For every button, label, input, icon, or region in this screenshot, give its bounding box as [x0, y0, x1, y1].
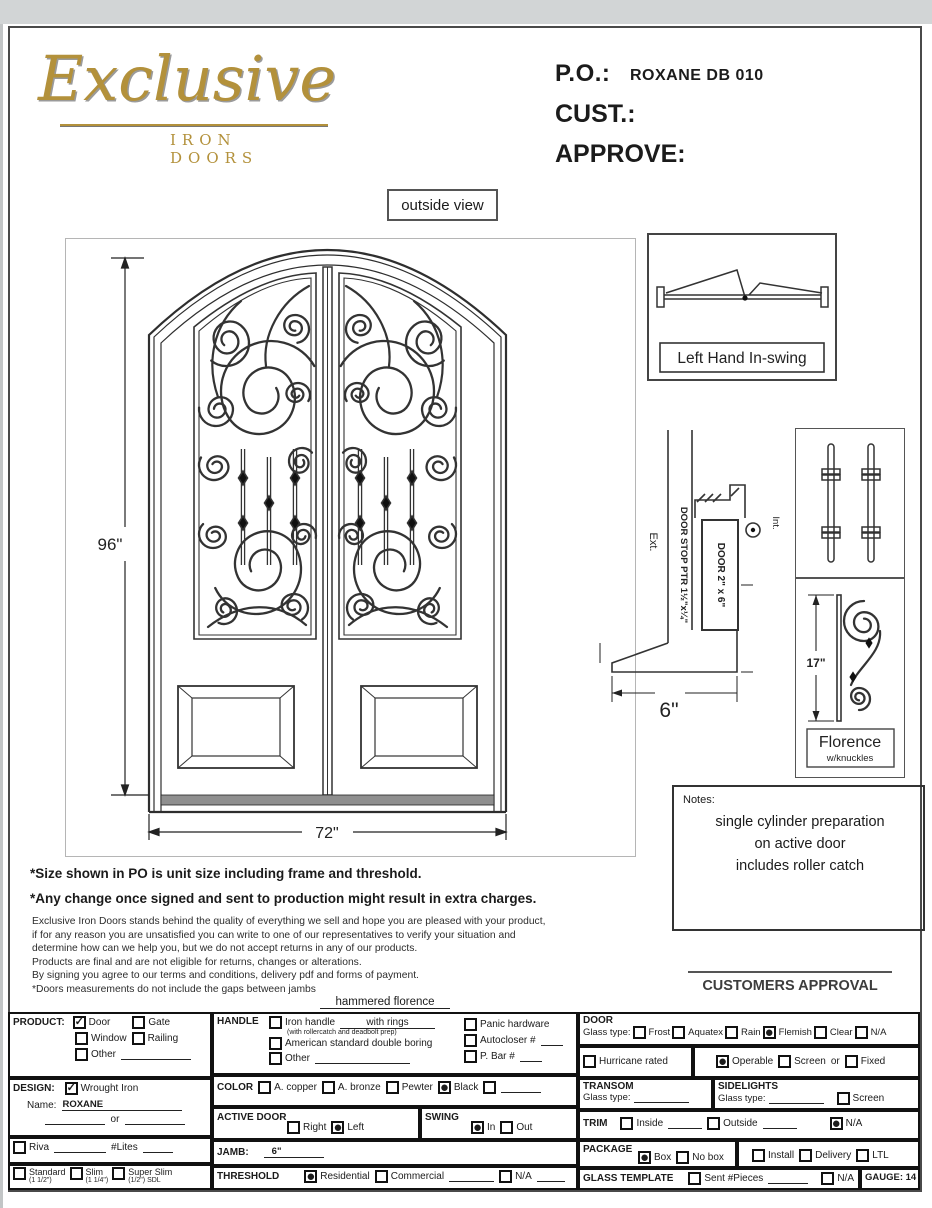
design-name-label: Name:	[27, 1099, 57, 1111]
standard-label: Standard	[29, 1167, 66, 1177]
trim-inside-label: Inside	[636, 1118, 664, 1129]
design-or-label: or	[110, 1114, 120, 1125]
color-label: COLOR	[217, 1082, 254, 1093]
checkbox-autocloser[interactable]	[464, 1034, 477, 1047]
operable-or-label: or	[830, 1056, 840, 1067]
transom-glass-label: Glass type:	[583, 1092, 631, 1103]
jamb-cell	[212, 1140, 578, 1166]
checkbox-product-gate[interactable]	[132, 1016, 145, 1029]
florence-handle-panel	[795, 578, 905, 778]
handle-other-label: Other	[285, 1053, 311, 1064]
door-glass-type-label: Glass type:	[583, 1027, 631, 1038]
threshold-na-blank[interactable]	[537, 1172, 565, 1182]
design-cell	[8, 1078, 212, 1137]
checkbox-pbar[interactable]	[464, 1050, 477, 1063]
checkbox-operable-screen[interactable]	[778, 1055, 791, 1068]
checkbox-color-other[interactable]	[483, 1081, 496, 1094]
sidelights-glass-label: Glass type:	[718, 1093, 766, 1104]
active-door-label: ACTIVE DOOR	[217, 1112, 287, 1123]
template-pieces-blank[interactable]	[768, 1174, 808, 1184]
glass-aquatex-label: Aquatex	[688, 1027, 724, 1038]
swing-cell	[420, 1107, 578, 1140]
trim-label: TRIM	[583, 1118, 608, 1129]
swing-out-label: Out	[516, 1122, 533, 1133]
iron-handle-sub: (with rollercatch and deadbolt prep)	[287, 1029, 397, 1036]
delivery-label: Delivery	[815, 1150, 852, 1161]
checkbox-trim-outside[interactable]	[707, 1117, 720, 1130]
handle-subname: w/knuckles	[826, 753, 874, 764]
handle-label: HANDLE	[217, 1016, 259, 1027]
checkbox-fixed[interactable]	[845, 1055, 858, 1068]
trim-outside-blank[interactable]	[763, 1119, 797, 1129]
product-gate-label: Gate	[148, 1017, 171, 1028]
product-window-label: Window	[91, 1033, 127, 1044]
glass-clear-label: Clear	[829, 1027, 853, 1038]
checkbox-ltl[interactable]	[856, 1149, 869, 1162]
jamb-width-dimension: 6"	[659, 699, 679, 722]
checkbox-glass-na[interactable]	[855, 1026, 868, 1039]
disclaimer-line: *Doors measurements do not include the gaps between jambs	[32, 983, 316, 995]
customers-approval-label: CUSTOMERS APPROVAL	[702, 978, 878, 994]
active-right-label: Right	[303, 1122, 327, 1133]
center-mullion	[323, 267, 332, 795]
sidelights-label: SIDELIGHTS	[718, 1081, 779, 1092]
slim-label: Slim	[85, 1167, 104, 1177]
glass-frost-label: Frost	[648, 1027, 671, 1038]
checkbox-handle-other[interactable]	[269, 1052, 282, 1065]
color-bronze-label: A. bronze	[337, 1082, 381, 1093]
door-stop-label: DOOR STOP PTR 1½"x¼"	[678, 506, 689, 624]
design-or-line-right	[125, 1115, 185, 1125]
checkbox-design-wrought-iron[interactable]: ✓	[66, 1082, 76, 1094]
template-sent-label: Sent #Pieces	[704, 1173, 764, 1184]
brand-logo: Exclusive	[38, 42, 337, 115]
product-label: PRODUCT:	[13, 1017, 65, 1028]
threshold-commercial-blank[interactable]	[449, 1172, 494, 1182]
po-label: P.O.:	[555, 60, 611, 87]
order-form	[8, 1012, 924, 1194]
checkbox-operable[interactable]: ●	[717, 1055, 728, 1068]
hurricane-rated-label: Hurricane rated	[599, 1056, 668, 1067]
checkbox-active-right[interactable]	[287, 1121, 300, 1134]
logo-underline	[60, 124, 328, 127]
jamb-detail	[545, 430, 795, 730]
handwritten-annotation: hammered florence	[320, 996, 450, 1009]
checkbox-riva[interactable]	[13, 1141, 26, 1154]
checkbox-glass-aquatex[interactable]	[672, 1026, 685, 1039]
checkbox-color-bronze[interactable]	[322, 1081, 335, 1094]
checkbox-color-black[interactable]: ●	[439, 1081, 449, 1094]
swing-in-label: In	[487, 1122, 496, 1133]
trim-cell	[578, 1110, 920, 1140]
autocloser-blank[interactable]	[541, 1036, 563, 1046]
height-dimension-label: 96"	[97, 535, 123, 554]
threshold-band	[161, 795, 494, 805]
iron-handle-value[interactable]: with rings	[340, 1017, 435, 1029]
checkbox-template-na[interactable]	[821, 1172, 834, 1185]
iron-handle-label: Iron handle	[285, 1017, 336, 1028]
po-value: ROXANE DB 010	[630, 67, 764, 84]
super-slim-sub: (1/2") SDL	[128, 1177, 161, 1184]
pbar-label: P. Bar #	[480, 1051, 515, 1062]
threshold-label: THRESHOLD	[217, 1171, 280, 1182]
ltl-label: LTL	[872, 1150, 889, 1161]
checkbox-package-nobox[interactable]	[676, 1151, 689, 1164]
handle-cell	[212, 1012, 578, 1075]
handle-other-blank[interactable]	[315, 1054, 410, 1064]
scan-edge-left	[0, 24, 3, 1208]
frame-style-cell	[8, 1164, 212, 1190]
notes-line: on active door	[754, 835, 846, 852]
door-section-label: DOOR	[583, 1015, 613, 1026]
disclaimer-line: Products are final and are not eligible for returns, changes or alterations.	[32, 956, 362, 968]
checkbox-threshold-residential[interactable]: ●	[306, 1170, 316, 1183]
checkbox-glass-flemish[interactable]: ●	[764, 1026, 774, 1039]
checkbox-slim[interactable]	[70, 1167, 83, 1180]
interior-label: Int.	[770, 516, 781, 530]
checkbox-super-slim[interactable]	[112, 1167, 125, 1180]
panic-hardware-label: Panic hardware	[480, 1019, 550, 1030]
transom-label: TRANSOM	[583, 1081, 634, 1092]
lites-label: #Lites	[111, 1142, 138, 1153]
swing-label: Left Hand In-swing	[677, 350, 807, 367]
notes-line: includes roller catch	[735, 857, 865, 874]
handle-pulls-panel	[795, 428, 905, 578]
checkbox-trim-na[interactable]: ●	[831, 1117, 841, 1130]
checkbox-threshold-na[interactable]	[499, 1170, 512, 1183]
handle-pulls	[796, 429, 903, 576]
operable-screen-label: Screen	[794, 1056, 826, 1067]
door-profile-label: DOOR 2" x 6"	[715, 542, 726, 608]
jamb-detail-panel	[545, 430, 795, 730]
threshold-cell	[212, 1166, 578, 1190]
checkbox-swing-in[interactable]: ●	[472, 1121, 483, 1134]
riva-label: Riva	[29, 1142, 50, 1153]
american-standard-label: American standard double boring	[285, 1038, 433, 1049]
checkbox-product-other[interactable]	[75, 1048, 88, 1061]
active-door-cell	[212, 1107, 420, 1140]
checkbox-panic-hardware[interactable]	[464, 1018, 477, 1031]
sidelights-cell	[713, 1078, 920, 1110]
checkbox-hurricane-rated[interactable]	[583, 1055, 596, 1068]
sidelights-screen-label: Screen	[852, 1093, 885, 1104]
color-copper-label: A. copper	[274, 1082, 317, 1093]
design-name-value[interactable]: ROXANE	[62, 1099, 182, 1111]
product-railing-label: Railing	[147, 1033, 179, 1044]
approve-label: APPROVE:	[555, 140, 686, 168]
fixed-label: Fixed	[860, 1056, 886, 1067]
disclaimer-small	[32, 915, 545, 996]
template-na-label: N/A	[837, 1173, 854, 1184]
checkbox-swing-out[interactable]	[500, 1121, 513, 1134]
checkbox-active-left[interactable]: ●	[333, 1121, 343, 1134]
color-black-label: Black	[453, 1082, 479, 1093]
notes-line: single cylinder preparation	[715, 814, 885, 830]
threshold-residential-label: Residential	[320, 1171, 370, 1182]
super-slim-label: Super Slim	[128, 1167, 173, 1177]
gauge-cell	[860, 1168, 920, 1190]
product-other-blank[interactable]	[121, 1050, 191, 1060]
checkbox-sidelights-screen[interactable]	[837, 1092, 850, 1105]
checkbox-product-railing[interactable]	[132, 1032, 145, 1045]
swing-label: SWING	[425, 1112, 459, 1123]
riva-blank[interactable]	[54, 1143, 106, 1153]
checkbox-glass-clear[interactable]	[814, 1026, 827, 1039]
pbar-blank[interactable]	[520, 1052, 542, 1062]
checkbox-color-copper[interactable]	[258, 1081, 271, 1094]
disclaimer-line: determine how can we help you, but we do not accept returns in any of our products.	[32, 943, 418, 954]
hurricane-cell	[578, 1046, 693, 1078]
package-nobox-label: No box	[692, 1152, 724, 1163]
glass-template-cell	[578, 1168, 860, 1190]
transom-cell	[578, 1078, 713, 1110]
notes-title: Notes:	[683, 794, 715, 806]
handle-height-dimension: 17"	[806, 656, 826, 670]
gauge-label: GAUGE: 14	[865, 1172, 917, 1183]
checkbox-template-sent[interactable]	[688, 1172, 701, 1185]
disclaimer-line: By signing you agree to our terms and conditions, delivery pdf and forms of payment.	[32, 970, 419, 981]
checkbox-standard[interactable]	[13, 1167, 26, 1180]
color-pewter-label: Pewter	[401, 1082, 433, 1093]
product-door-label: Door	[88, 1017, 111, 1028]
dimension-lines	[111, 258, 506, 840]
package-cell	[578, 1140, 737, 1168]
checkbox-delivery[interactable]	[799, 1149, 812, 1162]
active-left-label: Left	[347, 1122, 365, 1133]
threshold-na-label: N/A	[515, 1171, 532, 1182]
disclaimer-line: if for any reason you are unsatisfied you can write to one of our representatives to verify your situation and	[32, 929, 516, 941]
jamb-label: JAMB:	[217, 1146, 249, 1158]
color-other-blank[interactable]	[501, 1083, 541, 1093]
package-label: PACKAGE	[583, 1144, 633, 1155]
standard-sub: (1 1/2")	[29, 1177, 52, 1184]
customer-label: CUST.:	[555, 100, 636, 128]
checkbox-package-box[interactable]: ●	[639, 1151, 650, 1164]
approval-signature-line[interactable]	[688, 971, 892, 973]
glass-flemish-label: Flemish	[778, 1027, 812, 1038]
checkbox-install[interactable]	[752, 1149, 765, 1162]
product-cell	[8, 1012, 212, 1078]
checkbox-color-pewter[interactable]	[386, 1081, 399, 1094]
width-dimension-label: 72"	[315, 825, 339, 842]
slim-sub: (1 1/4")	[85, 1177, 109, 1184]
threshold-commercial-label: Commercial	[390, 1171, 445, 1182]
package-box-label: Box	[654, 1152, 672, 1163]
brand-logo-subtitle: IRON DOORS	[170, 131, 259, 167]
design-label: DESIGN:	[13, 1083, 55, 1094]
lites-blank[interactable]	[143, 1143, 173, 1153]
scan-edge-top	[0, 0, 932, 24]
transom-glass-blank[interactable]	[634, 1093, 689, 1103]
disclaimer-line: Exclusive Iron Doors stands behind the quality of everything we sell and hope you are pleased with your product,	[32, 916, 546, 927]
trim-outside-label: Outside	[723, 1118, 758, 1129]
trim-na-label: N/A	[845, 1118, 863, 1129]
trim-inside-blank[interactable]	[668, 1119, 702, 1129]
autocloser-label: Autocloser #	[480, 1035, 536, 1046]
checkbox-product-window[interactable]	[75, 1032, 88, 1045]
florence-handle	[796, 579, 903, 776]
swing-diagram-panel	[647, 233, 837, 381]
checkbox-trim-inside[interactable]	[620, 1117, 633, 1130]
notes-body	[680, 812, 920, 877]
disclaimer-bold-2: *Any change once signed and sent to production might result in extra charges.	[30, 891, 537, 906]
outside-view-tag: outside view	[387, 189, 498, 221]
sidelights-glass-blank[interactable]	[769, 1094, 824, 1104]
product-other-label: Other	[91, 1049, 117, 1060]
checkbox-american-standard[interactable]	[269, 1037, 282, 1050]
operable-label: Operable	[732, 1056, 774, 1067]
glass-rain-label: Rain	[741, 1027, 761, 1038]
package-delivery-cell	[737, 1140, 920, 1168]
swing-diagram	[649, 235, 835, 379]
checkbox-glass-frost[interactable]	[633, 1026, 646, 1039]
color-cell	[212, 1075, 578, 1107]
checkbox-product-door[interactable]: ✓	[74, 1016, 84, 1028]
door-glass-cell	[578, 1012, 920, 1046]
handle-name: Florence	[818, 734, 882, 751]
glass-template-label: GLASS TEMPLATE	[583, 1173, 674, 1184]
checkbox-glass-rain[interactable]	[725, 1026, 738, 1039]
jamb-value[interactable]: 6"	[264, 1146, 324, 1158]
operable-cell	[693, 1046, 920, 1078]
glass-na-label: N/A	[870, 1027, 887, 1038]
install-label: Install	[768, 1150, 795, 1161]
exterior-label: Ext.	[647, 532, 659, 552]
design-or-line-left	[45, 1115, 105, 1125]
checkbox-threshold-commercial[interactable]	[375, 1170, 388, 1183]
checkbox-iron-handle[interactable]	[269, 1016, 282, 1029]
design-wrought-label: Wrought Iron	[80, 1083, 139, 1094]
disclaimer-bold-1: *Size shown in PO is unit size including frame and threshold.	[30, 866, 422, 881]
riva-cell	[8, 1137, 212, 1164]
